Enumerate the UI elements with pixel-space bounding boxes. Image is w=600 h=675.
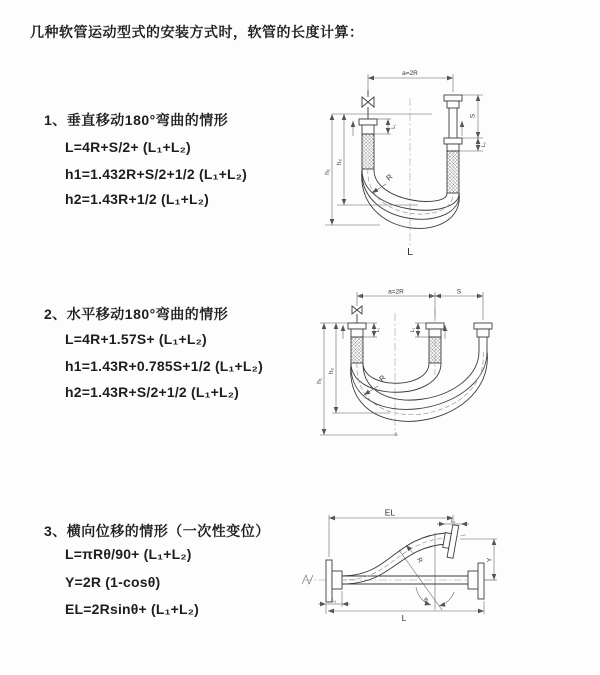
radius-label: R	[384, 172, 395, 183]
dimension-width	[357, 289, 483, 321]
dim-l1-label: L₁	[375, 327, 381, 333]
dimension-l1	[374, 119, 397, 134]
dimension-l2	[437, 519, 469, 525]
radius-label: R	[377, 373, 388, 384]
valve-icon	[362, 90, 374, 119]
section-3-formula-Y: Y=2R (1-cosθ)	[65, 574, 161, 590]
section-1-formula-h1: h1=1.432R+S/2+1/2 (L₁+L₂)	[65, 166, 247, 182]
section-1-heading: 1、垂直移动180°弯曲的情形	[44, 112, 229, 128]
valve-icon	[352, 306, 362, 323]
section-2-formula-h1: h1=1.43R+0.785S+1/2 (L₁+L₂)	[65, 358, 263, 374]
angle-label: θ	[424, 597, 428, 604]
dim-h2-label: h₂	[336, 158, 343, 166]
flange-upper	[441, 524, 459, 559]
section-1-formula-L: L=4R+S/2+ (L₁+L₂)	[65, 139, 191, 155]
dim-width-label: a=2R	[402, 70, 418, 77]
flange-right-bottom	[444, 138, 462, 151]
dimension-h2	[336, 114, 418, 205]
section-2-heading: 2、水平移动180°弯曲的情形	[44, 306, 229, 322]
section-3-heading: 3、横向位移的情形（一次性变位）	[44, 523, 270, 539]
hose-u-bend	[362, 169, 460, 228]
dim-h1-label: h₁	[316, 378, 323, 384]
page-title: 几种软管运动型式的安装方式时，软管的长度计算：	[30, 24, 364, 40]
dim-h1-label: h₁	[324, 169, 331, 175]
hose-u-bend	[351, 351, 488, 421]
dimension-l2	[459, 138, 487, 151]
dimension-el	[329, 508, 453, 558]
dim-s-label: S	[469, 113, 477, 119]
diagram-lateral-displacement	[298, 503, 600, 638]
section-3-formula-EL: EL=2Rsinθ+ (L₁+L₂)	[65, 601, 200, 617]
dim-length-label: L	[401, 613, 407, 623]
dim-l2-label: L₂	[410, 327, 416, 333]
dim-l1-label: L₁	[391, 124, 397, 129]
dimension-l1	[318, 591, 350, 607]
flange-left	[326, 560, 342, 602]
flange-left	[348, 323, 366, 337]
diagram-horizontal-180	[310, 283, 595, 463]
section-3-formula-L: L=πRθ/90+ (L₁+L₂)	[65, 546, 192, 562]
flange-right-top	[444, 95, 462, 108]
dim-travel-label: S	[456, 288, 462, 296]
dimension-travel	[435, 289, 483, 297]
hose-braid-left	[351, 337, 363, 363]
radius-leader	[372, 172, 395, 193]
flange-left	[359, 119, 377, 134]
dim-h2-label: h₂	[328, 367, 335, 375]
radius-leader	[406, 545, 424, 564]
dim-l2-label: L₂	[481, 142, 487, 147]
dimension-s	[462, 95, 483, 138]
hose-braid-left	[362, 134, 374, 169]
dimension-length	[326, 601, 484, 623]
centerline-break-mark	[302, 575, 313, 584]
section-1-formula-h2: h2=1.43R+1/2 (L₁+L₂)	[65, 191, 210, 207]
diagram-vertical-180	[310, 62, 600, 262]
radius-label: R	[415, 556, 424, 565]
hose-braid-right	[447, 151, 459, 193]
pipe-straight-position	[342, 563, 484, 599]
section-2-formula-h2: h2=1.43R+S/2+1/2 (L₁+L₂)	[65, 384, 240, 400]
length-label: L	[407, 246, 413, 258]
dim-l1-label: L₁	[331, 598, 337, 604]
dim-el-label: EL	[384, 507, 396, 518]
dim-l2-label: L₂	[450, 518, 456, 525]
flange-middle	[426, 323, 444, 337]
dimension-width	[368, 70, 453, 92]
dim-y-label: Y	[486, 557, 494, 563]
hose-braid-middle	[429, 337, 441, 363]
section-2-formula-L: L=4R+1.57S+ (L₁+L₂)	[65, 331, 207, 347]
flange-right-phantom	[474, 323, 492, 351]
dim-width-label: a=2R	[388, 288, 404, 296]
